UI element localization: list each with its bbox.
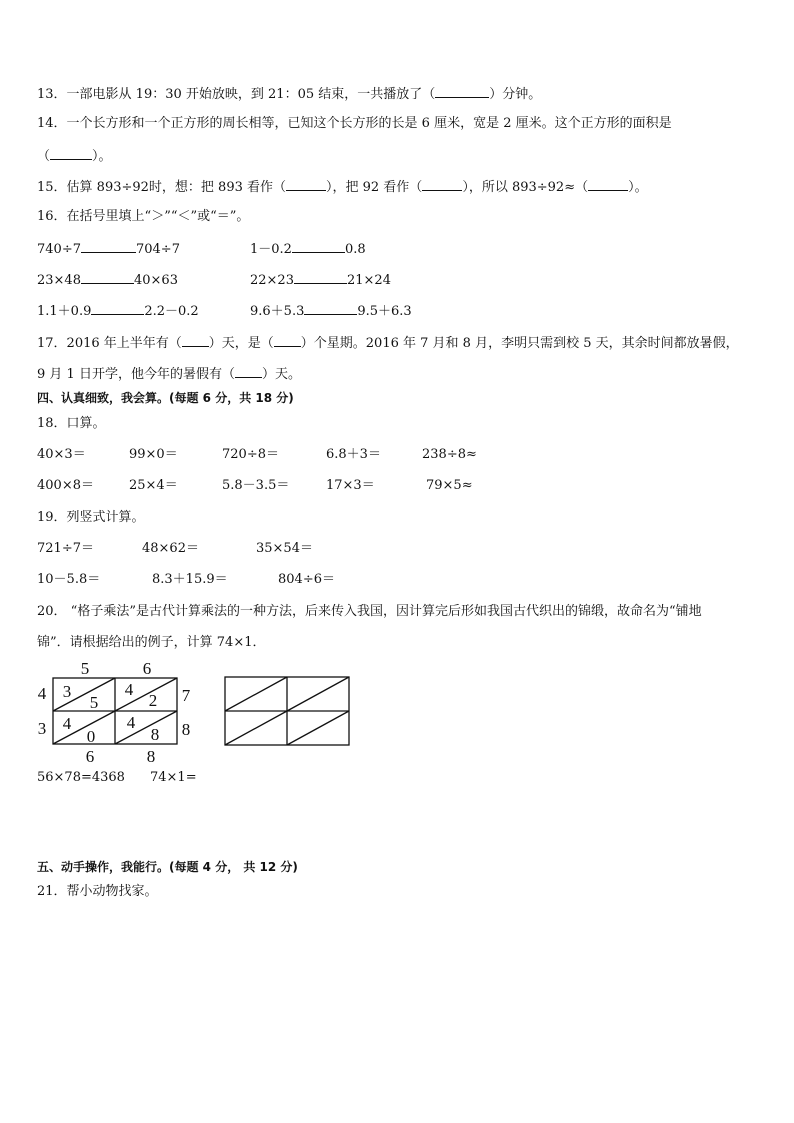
question-16-prompt: 16．在括号里填上“＞”“＜”或“＝”。 [37, 209, 250, 224]
compare-blank[interactable] [81, 271, 134, 284]
compare-item: 1.1＋0.9 2.2－0.2 [37, 304, 199, 319]
lattice-answer-grid[interactable] [220, 672, 354, 750]
oral-calc-item: 17×3＝ [326, 478, 375, 493]
question-18-prompt: 18．口算。 [37, 416, 106, 431]
cell-digit: 4 [62, 714, 72, 733]
lattice-example-grid [30, 656, 200, 768]
answer-blank[interactable] [422, 178, 462, 191]
cell-digit: 4 [126, 713, 136, 732]
question-20-line-1: 20． “格子乘法”是古代计算乘法的一种方法，后来传入我国，因计算完后形如我国古代织出的锦缎，故命名为“铺地 [37, 604, 702, 619]
answer-blank[interactable] [274, 334, 301, 347]
oral-calc-item: 6.8＋3＝ [326, 447, 381, 462]
question-14-line-2: （ ）。 [37, 149, 112, 164]
left-digit: 4 [37, 684, 47, 703]
section-5-heading: 五、动手操作，我能行。(每题 4 分， 共 12 分) [37, 860, 298, 874]
compare-blank[interactable] [294, 271, 347, 284]
cell-digit: 4 [124, 680, 134, 699]
answer-blank[interactable] [435, 85, 489, 98]
bottom-digit: 8 [146, 747, 156, 766]
compare-item: 9.6＋5.3 9.5＋6.3 [250, 304, 412, 319]
vertical-calc-item: 35×54＝ [256, 541, 313, 556]
oral-calc-item: 99×0＝ [129, 447, 178, 462]
vertical-calc-item: 804÷6＝ [278, 572, 335, 587]
oral-calc-item: 5.8－3.5＝ [222, 478, 290, 493]
question-17-line-2: 9 月 1 日开学，他今年的暑假有（ ）天。 [37, 367, 301, 382]
question-17-line-1: 17．2016 年上半年有（ ）天，是（ ）个星期。2016 年 7 月和 8 月，李明只需到校 5 天，其余时间都放暑假， [37, 336, 739, 351]
question-14-line-1: 14．一个长方形和一个正方形的周长相等，已知这个长方形的长是 6 厘米，宽是 2 厘米。这个正方形的面积是 [37, 116, 672, 131]
question-20-line-2: 锦”．请根据给出的例子，计算 74×1． [37, 635, 266, 650]
answer-blank[interactable] [588, 178, 628, 191]
cell-digit: 3 [62, 682, 72, 701]
question-15: 15．估算 893÷92时，想：把 893 看作（ ），把 92 看作（ ），所以 893÷92≈（ ）。 [37, 180, 648, 195]
compare-blank[interactable] [292, 240, 345, 253]
question-21: 21．帮小动物找家。 [37, 884, 158, 899]
vertical-calc-item: 8.3＋15.9＝ [152, 572, 228, 587]
oral-calc-item: 400×8＝ [37, 478, 94, 493]
oral-calc-item: 40×3＝ [37, 447, 86, 462]
example-caption: 56×78=4368 [37, 770, 125, 785]
cell-digit: 8 [150, 725, 160, 744]
section-4-heading: 四、认真细致，我会算。(每题 6 分，共 18 分) [37, 391, 294, 405]
right-digit: 7 [181, 686, 191, 705]
compare-blank[interactable] [81, 240, 136, 253]
right-digit: 8 [181, 720, 191, 739]
compare-blank[interactable] [304, 302, 357, 315]
left-digit: 3 [37, 719, 47, 738]
oral-calc-item: 79×5≈ [426, 478, 473, 493]
bottom-digit: 6 [85, 747, 95, 766]
vertical-calc-item: 721÷7＝ [37, 541, 94, 556]
answer-blank[interactable] [182, 334, 209, 347]
compare-item: 23×48 40×63 [37, 273, 178, 288]
oral-calc-item: 720÷8＝ [222, 447, 279, 462]
cell-digit: 5 [89, 693, 99, 712]
compare-item: 22×23 21×24 [250, 273, 391, 288]
answer-blank[interactable] [286, 178, 326, 191]
cell-digit: 2 [148, 691, 158, 710]
oral-calc-item: 238÷8≈ [422, 447, 477, 462]
top-digit: 6 [142, 659, 152, 678]
vertical-calc-item: 10－5.8＝ [37, 572, 101, 587]
question-13: 13．一部电影从 19：30 开始放映，到 21：05 结束，一共播放了（ ）分钟。 [37, 87, 542, 102]
answer-blank[interactable] [235, 365, 262, 378]
oral-calc-item: 25×4＝ [129, 478, 178, 493]
compare-item: 740÷7 704÷7 [37, 242, 180, 257]
top-digit: 5 [80, 659, 90, 678]
task-caption: 74×1= [150, 770, 197, 785]
compare-item: 1－0.2 0.8 [250, 242, 366, 257]
compare-blank[interactable] [91, 302, 144, 315]
vertical-calc-item: 48×62＝ [142, 541, 199, 556]
cell-digit: 0 [86, 727, 96, 746]
answer-blank[interactable] [50, 147, 92, 160]
question-19-prompt: 19．列竖式计算。 [37, 510, 145, 525]
